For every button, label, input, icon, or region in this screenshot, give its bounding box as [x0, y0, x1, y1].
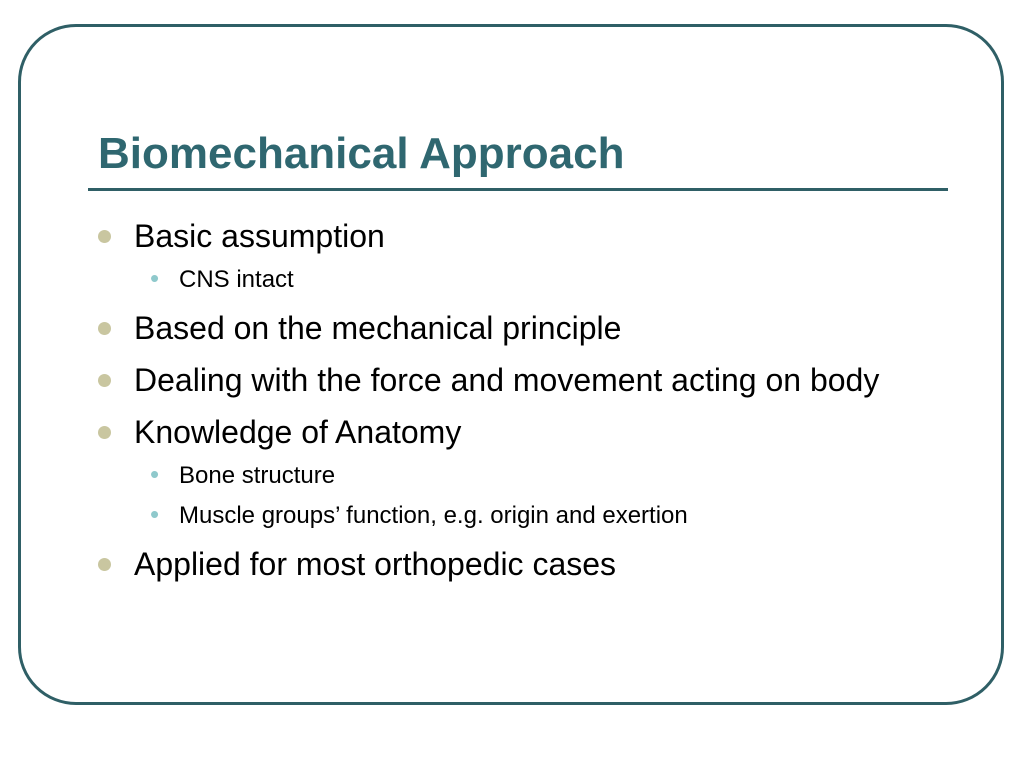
bullet-text: Basic assumption: [134, 218, 385, 254]
bullet-text: Applied for most orthopedic cases: [134, 546, 617, 582]
bullet-text: Based on the mechanical principle: [134, 310, 622, 346]
sub-bullet-item: [98, 460, 958, 492]
bullet-item: [98, 308, 958, 348]
sub-bullet-item: [98, 500, 958, 532]
bullet-dot-icon: [98, 322, 111, 335]
sub-bullet-text: Bone structure: [179, 462, 336, 489]
sub-bullet-text: CNS intact: [179, 266, 294, 293]
sub-bullet-dot-icon: •: [150, 499, 160, 529]
slide-title: Biomechanical Approach: [98, 129, 625, 178]
bullet-item: [98, 544, 958, 584]
bullet-item: [98, 360, 958, 400]
bullet-dot-icon: [98, 426, 111, 439]
sub-bullet-dot-icon: •: [150, 263, 160, 293]
sub-bullet-text: Muscle groups’ function, e.g. origin and exertion: [179, 502, 688, 529]
bullet-dot-icon: [98, 374, 111, 387]
sub-bullet-item: [98, 264, 958, 296]
bullet-item: [98, 412, 958, 452]
bullet-list: [98, 216, 958, 584]
bullet-item: [98, 216, 958, 256]
bullet-text: Knowledge of Anatomy: [134, 414, 462, 450]
bullet-dot-icon: [98, 230, 111, 243]
bullet-dot-icon: [98, 558, 111, 571]
title-divider: [88, 188, 948, 191]
sub-bullet-dot-icon: •: [150, 459, 160, 489]
bullet-text: Dealing with the force and movement acting on body: [134, 362, 880, 398]
